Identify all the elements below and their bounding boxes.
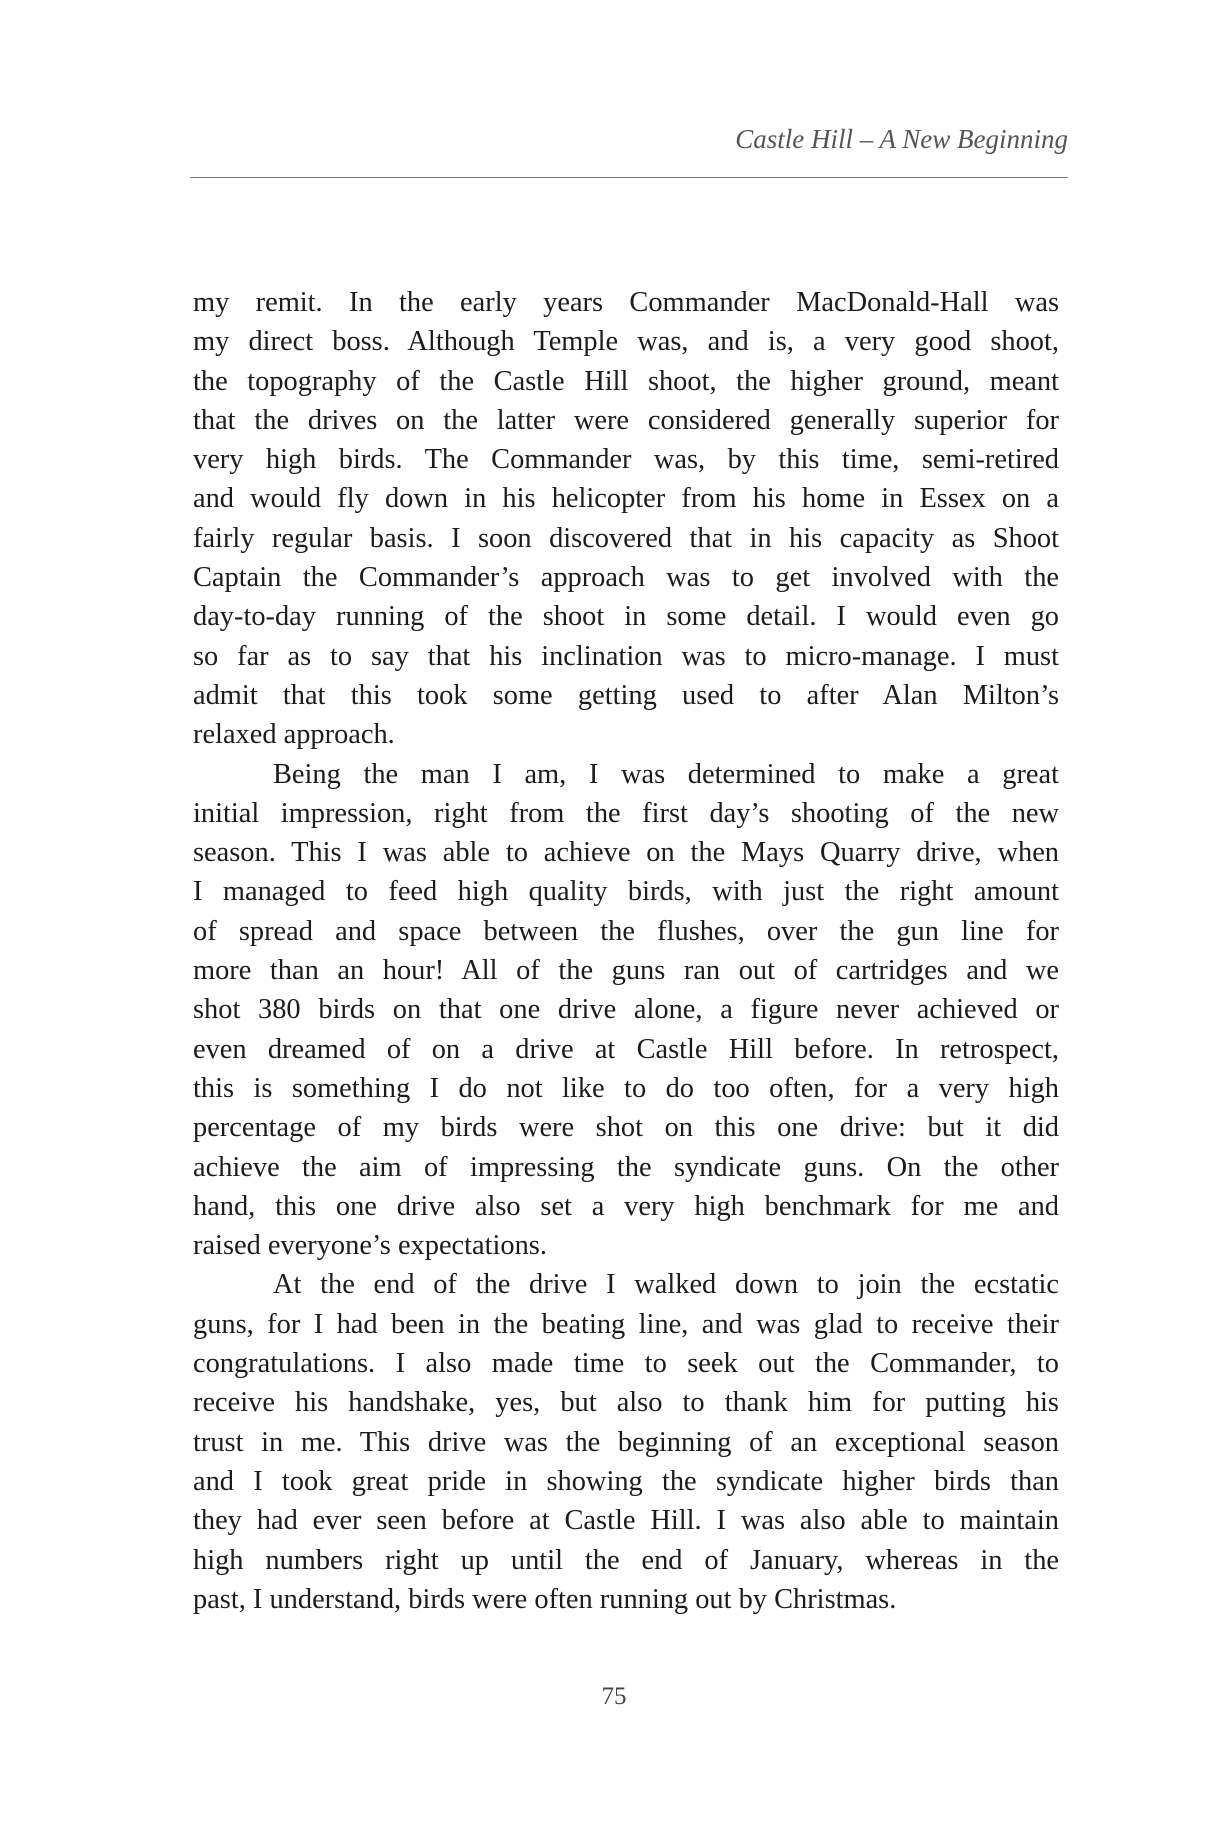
text-line: the topography of the Castle Hill shoot, the higher ground, meant xyxy=(193,365,1059,397)
text-line: of spread and space between the flushes, over the gun line for xyxy=(193,915,1059,947)
text-line: raised everyone’s expectations. xyxy=(193,1230,547,1262)
text-line: hand, this one drive also set a very high benchmark for me and xyxy=(193,1190,1059,1222)
text-line: they had ever seen before at Castle Hill. I was also able to maintain xyxy=(193,1505,1059,1537)
text-line: trust in me. This drive was the beginning of an exceptional season xyxy=(193,1426,1059,1458)
text-line: shot 380 birds on that one drive alone, a figure never achieved or xyxy=(193,994,1059,1026)
paragraph xyxy=(193,1265,1059,1619)
text-line: receive his handshake, yes, but also to thank him for putting his xyxy=(193,1387,1059,1419)
paragraph xyxy=(193,283,1059,755)
text-line: At the end of the drive I walked down to join the ecstatic xyxy=(273,1269,1059,1301)
body-text xyxy=(193,283,1059,1619)
text-line: even dreamed of on a drive at Castle Hill before. In retrospect, xyxy=(193,1033,1059,1065)
text-line: season. This I was able to achieve on the Mays Quarry drive, when xyxy=(193,837,1059,869)
text-line: Being the man I am, I was determined to make a great xyxy=(273,758,1059,790)
text-line: admit that this took some getting used to after Alan Milton’s xyxy=(193,679,1059,711)
running-head: Castle Hill – A New Beginning xyxy=(735,124,1068,154)
text-line: fairly regular basis. I soon discovered that in his capacity as Shoot xyxy=(193,522,1059,554)
text-line: that the drives on the latter were considered generally superior for xyxy=(193,404,1059,436)
text-line: percentage of my birds were shot on this one drive: but it did xyxy=(193,1112,1059,1144)
text-line: initial impression, right from the first day’s shooting of the new xyxy=(193,797,1059,829)
paragraph xyxy=(193,755,1059,1266)
page-number: 75 xyxy=(601,1683,627,1710)
text-line: so far as to say that his inclination was to micro-manage. I must xyxy=(193,640,1059,672)
text-line: Captain the Commander’s approach was to get involved with the xyxy=(193,562,1059,594)
text-line: congratulations. I also made time to seek out the Commander, to xyxy=(193,1348,1059,1380)
text-line: this is something I do not like to do too often, for a very high xyxy=(193,1072,1059,1104)
text-line: and would fly down in his helicopter from his home in Essex on a xyxy=(193,483,1059,515)
text-line: my direct boss. Although Temple was, and is, a very good shoot, xyxy=(193,326,1059,358)
header-rule xyxy=(190,177,1068,178)
text-line: I managed to feed high quality birds, with just the right amount xyxy=(193,876,1059,908)
text-line: relaxed approach. xyxy=(193,719,395,751)
text-line: day-to-day running of the shoot in some detail. I would even go xyxy=(193,601,1059,633)
text-line: very high birds. The Commander was, by this time, semi-retired xyxy=(193,444,1059,476)
text-line: guns, for I had been in the beating line, and was glad to receive their xyxy=(193,1308,1059,1340)
text-line: past, I understand, birds were often running out by Christmas. xyxy=(193,1583,897,1615)
text-line: and I took great pride in showing the syndicate higher birds than xyxy=(193,1465,1059,1497)
text-line: my remit. In the early years Commander MacDonald-Hall was xyxy=(193,287,1059,318)
text-line: more than an hour! All of the guns ran out of cartridges and we xyxy=(193,955,1059,987)
text-line: high numbers right up until the end of January, whereas in the xyxy=(193,1544,1059,1576)
text-line: achieve the aim of impressing the syndicate guns. On the other xyxy=(193,1151,1059,1183)
